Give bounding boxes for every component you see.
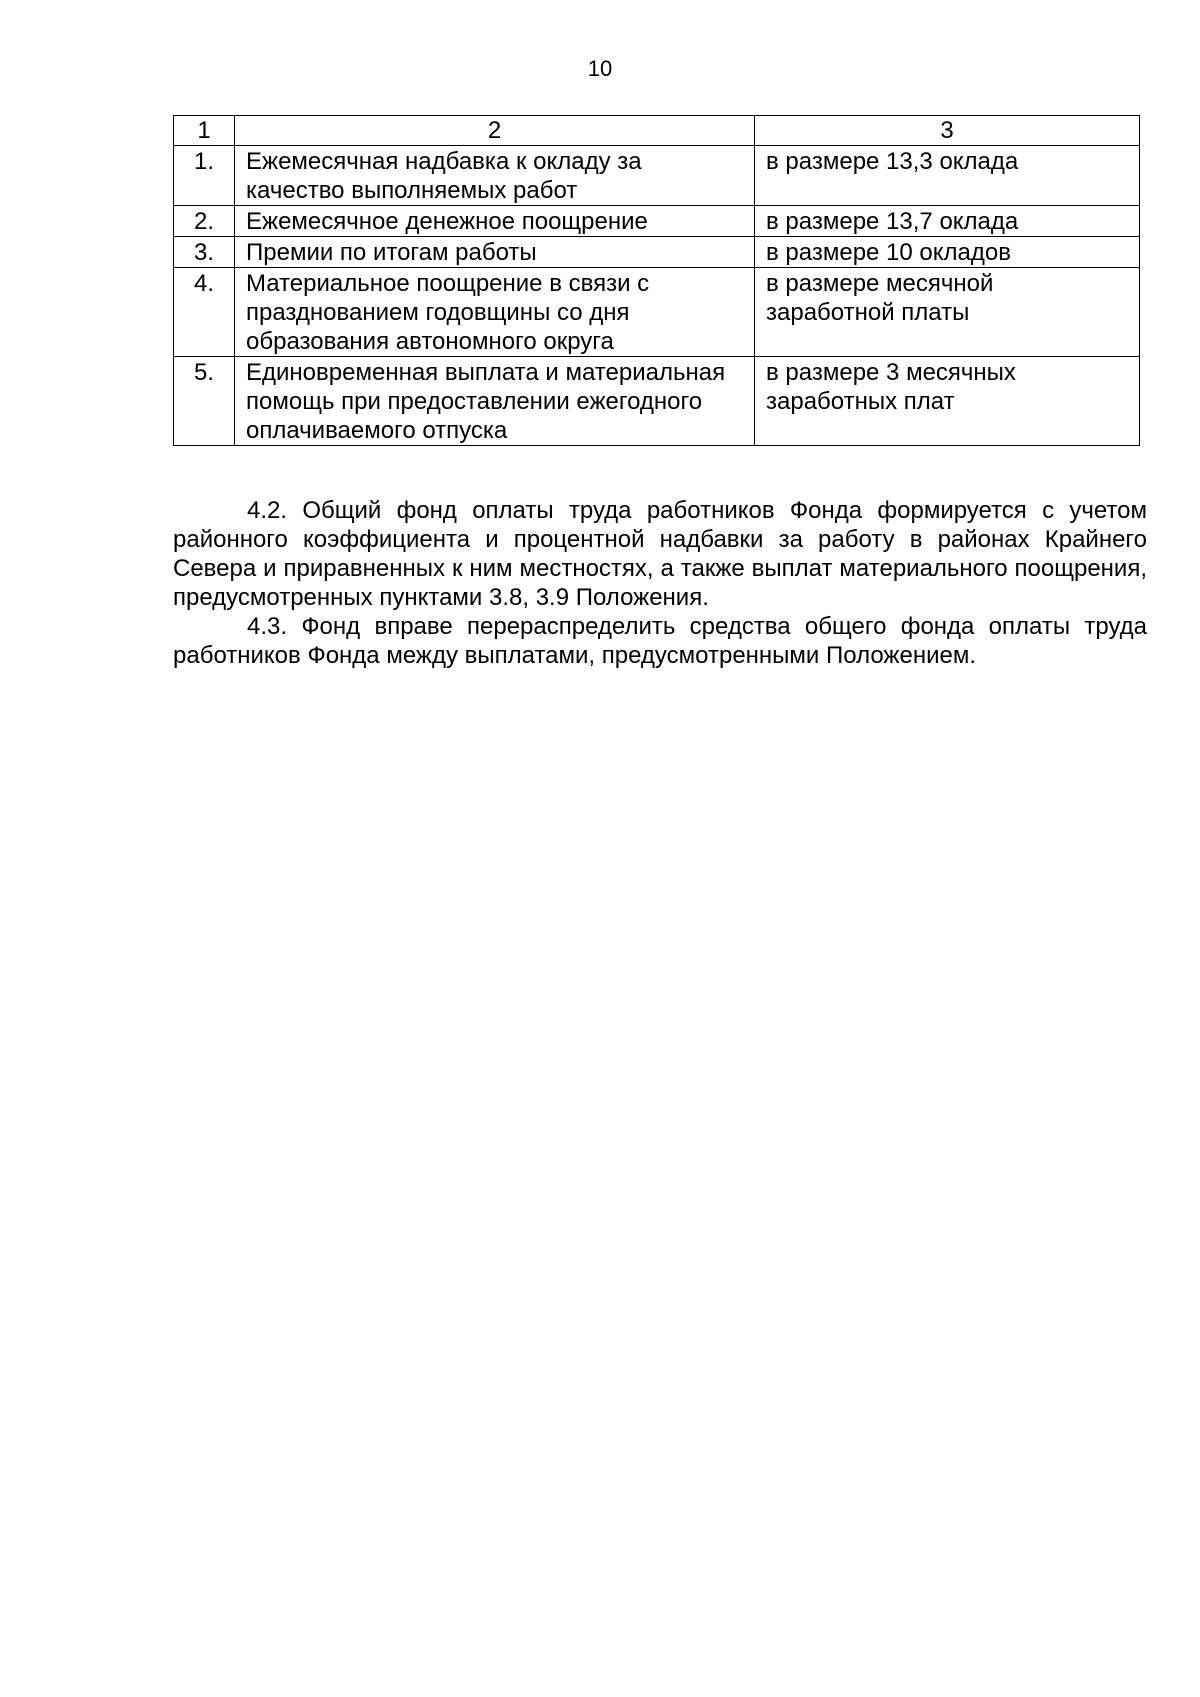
table-row (174, 237, 1140, 268)
table-header-row (174, 116, 1140, 146)
payment-amount: в размере месячной заработной платы (755, 268, 1140, 357)
table-row (174, 206, 1140, 237)
payment-amount: в размере 3 месячных заработных плат (755, 357, 1140, 446)
table-row (174, 146, 1140, 206)
payment-amount: в размере 10 окладов (755, 237, 1140, 268)
table-row (174, 357, 1140, 446)
table-header-cell: 1 (174, 116, 235, 146)
table-row (174, 268, 1140, 357)
payment-description: Материальное поощрение в связи с празднованием годовщины со дня образования автономного округа (235, 268, 755, 357)
table-header-cell: 2 (235, 116, 755, 146)
paragraph-4-2: 4.2. Общий фонд оплаты труда работников Фонда формируется с учетом районного коэффициента и процентной надбавки за работу в районах Крайнего Севера и приравненных к ним местностях, а также выплат материального поощрения, предусмотренных пунктами 3.8, 3.9 Положения. (173, 497, 1147, 611)
payment-description: Ежемесячная надбавка к окладу за качество выполняемых работ (235, 146, 755, 206)
payment-amount: в размере 13,7 оклада (755, 206, 1140, 237)
row-number: 2. (174, 206, 235, 237)
payments-table (173, 115, 1140, 446)
row-number: 3. (174, 237, 235, 268)
table-header-cell: 3 (755, 116, 1140, 146)
paragraph-4-3: 4.3. Фонд вправе перераспределить средства общего фонда оплаты труда работников Фонда между выплатами, предусмотренными Положением. (173, 613, 1147, 669)
row-number: 1. (174, 146, 235, 206)
payment-amount: в размере 13,3 оклада (755, 146, 1140, 206)
page-number: 10 (587, 56, 613, 81)
row-number: 4. (174, 268, 235, 357)
payment-description: Ежемесячное денежное поощрение (235, 206, 755, 237)
payment-description: Единовременная выплата и материальная помощь при предоставлении ежегодного оплачиваемого отпуска (235, 357, 755, 446)
payment-description: Премии по итогам работы (235, 237, 755, 268)
body-text (173, 496, 1147, 670)
row-number: 5. (174, 357, 235, 446)
